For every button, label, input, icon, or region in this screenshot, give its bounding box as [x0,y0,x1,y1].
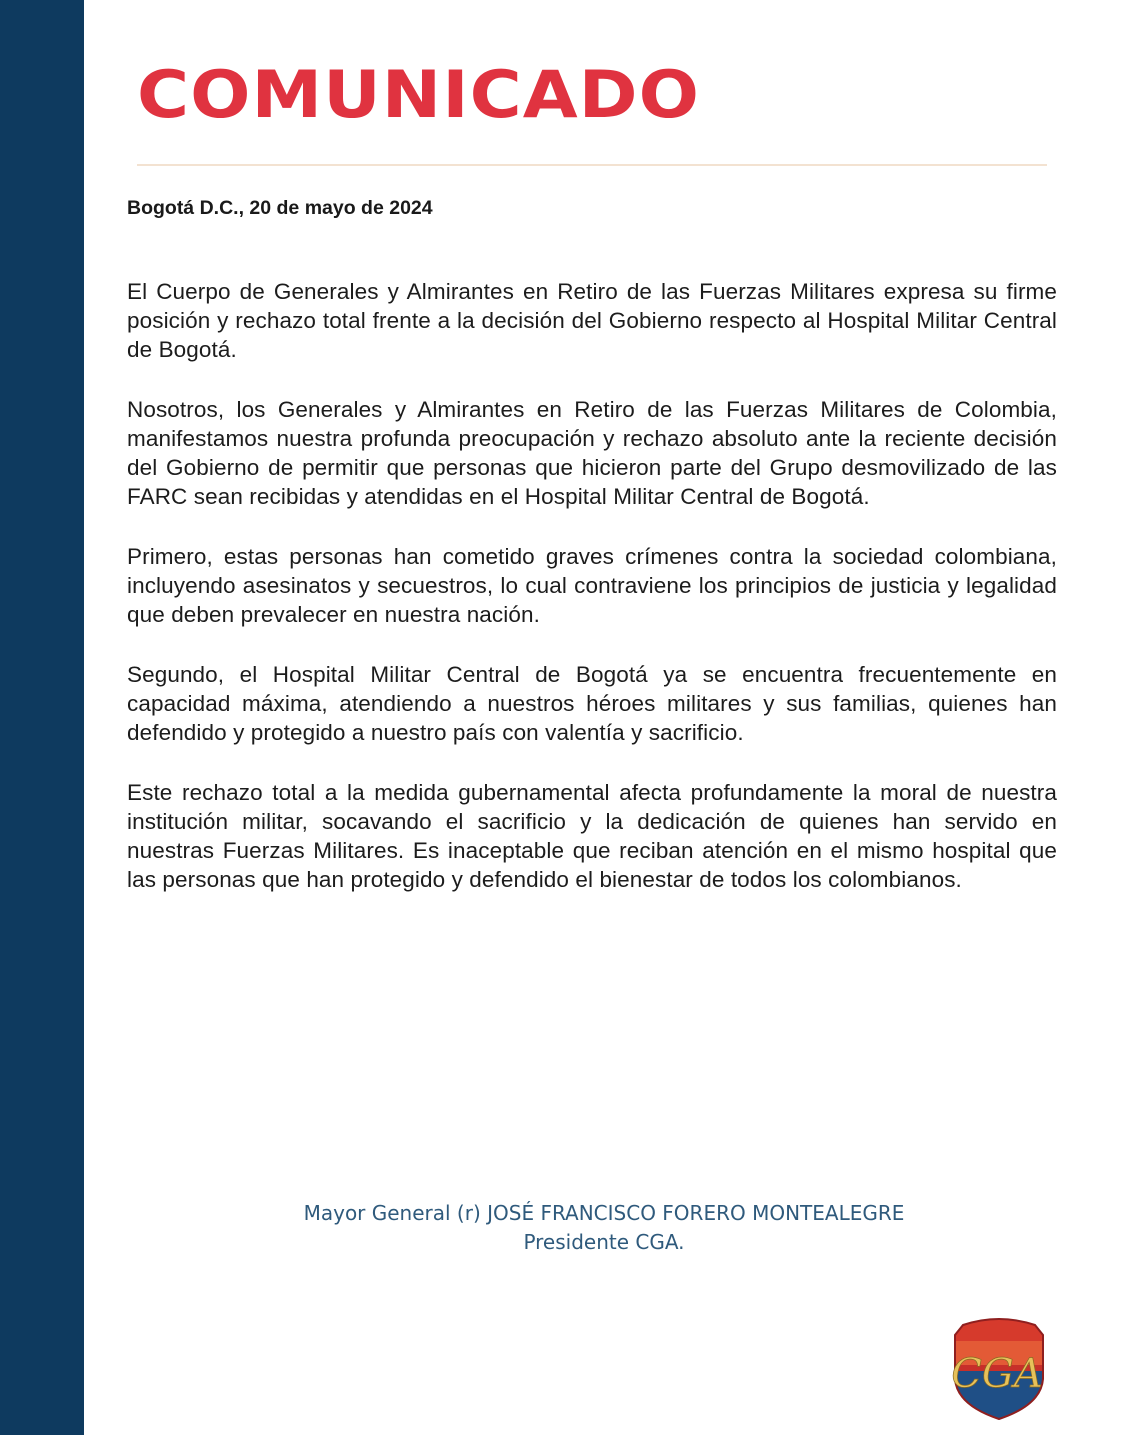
paragraph-1: El Cuerpo de Generales y Almirantes en Retiro de las Fuerzas Militares expresa su firme posición y rechazo total frente a la decisión del Gobierno respecto al Hospital Militar Central de Bogotá. [127,279,1057,362]
paragraph-5: Este rechazo total a la medida gubernamental afecta profundamente la moral de nuestra institución militar, socavando el sacrificio y la dedicación de quienes han servido en nuestras Fuerzas Militares. Es inaceptable que reciban atención en el mismo hospital que las personas que han protegido y defendido el bienestar de todos los colombianos. [127,780,1057,892]
document-body [127,277,1057,925]
paragraph-4: Segundo, el Hospital Militar Central de Bogotá ya se encuentra frecuentemente en capacidad máxima, atendiendo a nuestros héroes militares y sus familias, quienes han defendido y protegido a nuestro país con valentía y sacrificio. [127,662,1057,745]
page-title: COMUNICADO [137,56,700,133]
side-bar [0,0,84,1435]
logo-letters: CGA [951,1351,1043,1397]
paragraph-2: Nosotros, los Generales y Almirantes en Retiro de las Fuerzas Militares de Colombia, manifestamos nuestra profunda preocupación y rechazo absoluto ante la reciente decisión del Gobierno de permitir que personas que hicieron parte del Grupo desmovilizado de las FARC sean recibidas y atendidas en el Hospital Militar Central de Bogotá. [127,397,1057,509]
cga-shield-icon [951,1313,1047,1421]
signatory-role: Presidente CGA. [523,1230,685,1254]
paragraph-3: Primero, estas personas han cometido graves crímenes contra la sociedad colombiana, incluyendo asesinatos y secuestros, lo cual contraviene los principios de justicia y legalidad que deben prevalecer en nuestra nación. [127,544,1057,627]
signatory-name: Mayor General (r) JOSÉ FRANCISCO FORERO MONTEALEGRE [303,1201,905,1225]
document-date: Bogotá D.C., 20 de mayo de 2024 [127,197,433,219]
title-divider [137,164,1047,166]
signature-block [84,1199,1124,1257]
